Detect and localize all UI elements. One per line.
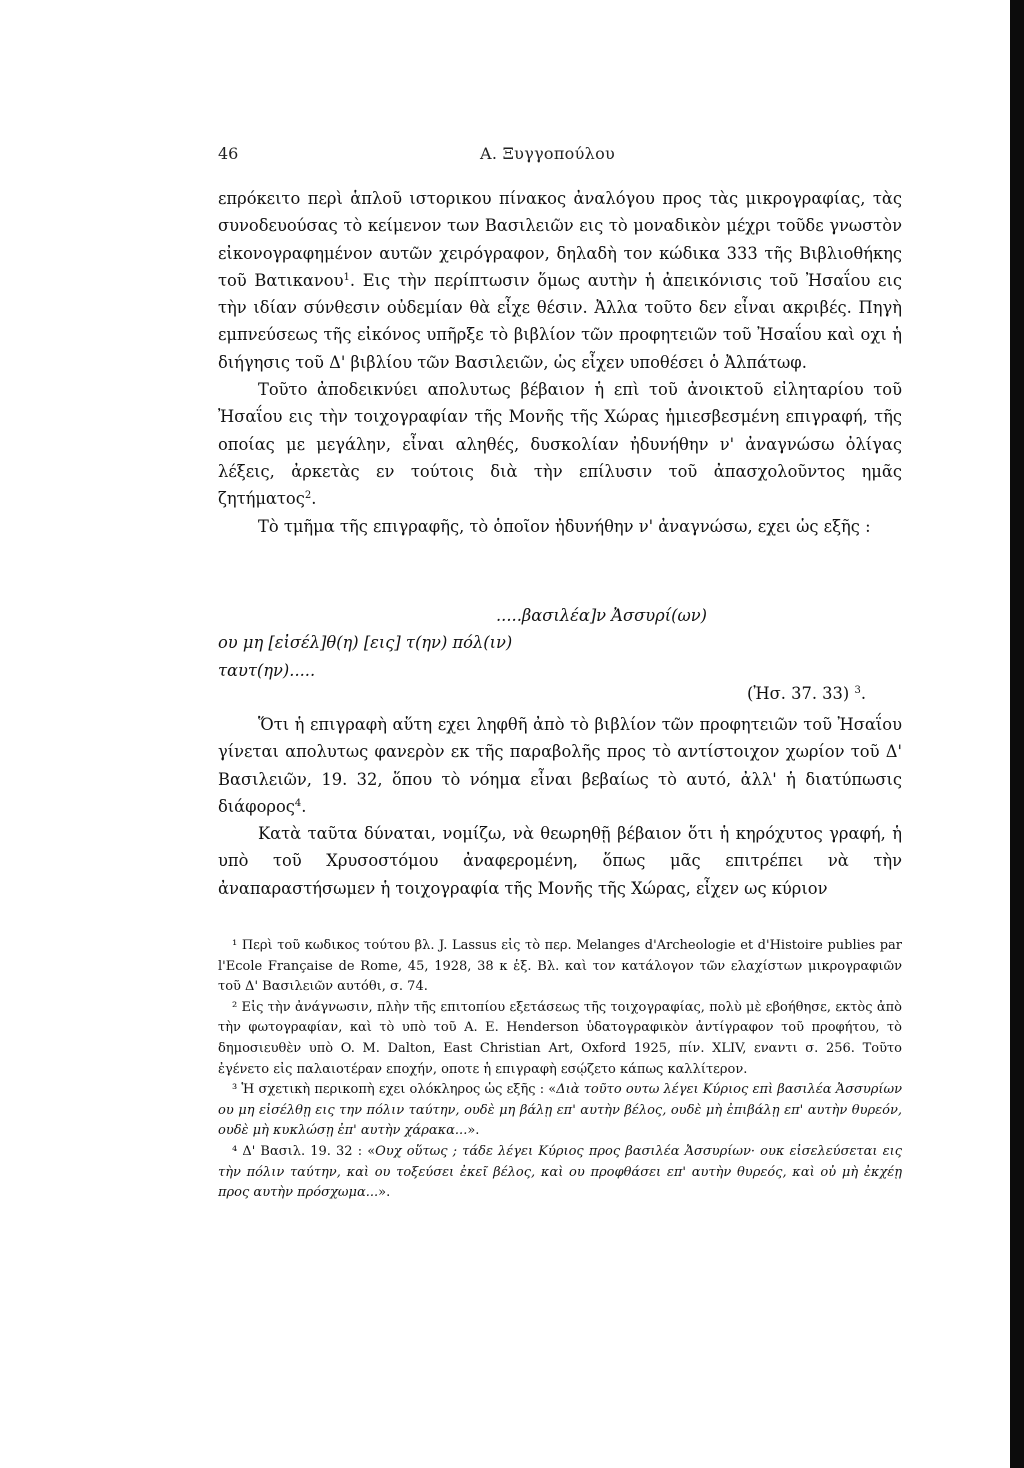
paragraph-text: Ὅτι ἡ επιγραφὴ αὕτη εχει ληφθῆ ἀπὸ τὸ βιβλίον τῶν προφητειῶν τοῦ Ἠσαΐου γίνεται απολυτως φανερὸν εκ τῆς παραβολῆς προς τὸ αντίστοιχον χωρίον τοῦ Δ' Βασιλειῶν, 19. 32, ὅπου τὸ νόημα εἶναι βεβαίως τὸ αυτό, ἀλλ' ἡ διατύπωσις διάφορος [218,715,902,816]
paragraph-1 [218,185,902,376]
footnote-mark: ³ [232,1082,238,1098]
inscription-line: ου μη [εἰσέλ]θ(η) [εις] τ(ην) πόλ(ιν) [218,633,513,653]
running-header [0,144,1024,168]
footnote-3 [218,1080,902,1142]
scripture-reference: (Ἠσ. 37. 33) $^3$. [747,683,866,703]
footnote-2 [218,998,902,1080]
paragraph-text: . Εις τὴν περίπτωσιν ὅμως αυτὴν ἡ ἀπεικόνισις τοῦ Ἠσαΐου εις τὴν ιδίαν σύνθεσιν οὐδεμίαν θὰ εἶχε θέσιν. Ἀλλα τοῦτο δεν εἶναι ακριβές. Πηγὴ εμπνεύσεως τῆς εἰκόνος υπῆρξε τὸ βιβλίον τῶν προφητειῶν τοῦ Ἠσαΐου καὶ οχι ἡ διήγησις τοῦ Δ' βιβλίου τῶν Βασιλειῶν, ὡς εἶχεν υποθέσει ὁ Ἀλπάτωφ. [218,270,902,372]
footnote-ref[interactable]: 2 [304,490,312,502]
reference-text: (Ἠσ. 37. 33) [747,683,850,703]
inscription-line: ταυτ(ην)..... [218,660,316,680]
paragraph-text: Τοῦτο ἀποδεικνύει απολυτως βέβαιον ἡ επὶ τοῦ ἀνοικτοῦ εἰληταρίου τοῦ Ἠσαΐου εις τὴν τοιχογραφίαν τῆς Μονῆς τῆς Χώρας ἡμιεσβεσμένη επιγραφή, τῆς οποίας με μεγάλην, εἶναι αληθές, δυσκολίαν ἠδυνήθην ν' ἀναγνώσω ὀλίγας λέξεις, ἀρκετὰς εν τούτοις διὰ τὴν επίλυσιν τοῦ ἀπασχολοῦντος ημᾶς ζητήματος [218,380,902,509]
footnote-text: Εἰς τὴν ἀνάγνωσιν, πλὴν τῆς επιτοπίου εξετάσεως τῆς τοιχογραφίας, πολὺ μὲ εβοήθησε, εκτὸς ἀπὸ τὴν φωτογραφίαν, καὶ τὸ υπὸ τοῦ A. E. Henderson ὑδατογραφικὸν ἀντίγραφον τοῦ προφήτου, τὸ δημοσιευθὲν υπὸ O. M. Dalton, East Christian Art, Oxford 1925, πίν. XLIV, εναντι σ. 256. Τοῦτο ἐγένετο εἰς παλαιοτέραν εποχήν, οποτε ἡ επιγραφὴ εσῴζετο κάπως καλλίτερον. [218,999,902,1077]
main-text-continued [218,711,902,902]
page-number: 46 [218,144,239,163]
footnote-mark: ² [232,999,238,1015]
footnote-text: Περὶ τοῦ κωδικος τούτου βλ. J. Lassus εἰς τὸ περ. Melanges d'Archeologie et d'Histoire publies par l'Ecole Française de Rome, 45, 1928, 38 κ ἑξ. Βλ. καὶ τον κατάλογον τῶν ελαχίστων μικρογραφιῶν τοῦ Δ' Βασιλειῶν αυτόθι, σ. 74. [218,938,903,995]
footnote-lead: Δ' Βασιλ. 19. 32 : « [242,1143,376,1159]
paragraph-2 [218,376,902,512]
footnote-trail: ». [467,1123,480,1139]
paragraph-3 [218,513,902,540]
footnote-quote: Διὰ τοῦτο ουτω λέγει Κύριος επὶ βασιλέα Ἀσσυρίων ου μη εἰσέλθῃ εις την πόλιν ταύτην, ουδὲ μη βάλῃ επ' αυτὴν βέλος, ουδὲ μὴ ἐπιβάλῃ επ' αυτὴν θυρεόν, ουδὲ μὴ κυκλώσῃ ἐπ' αυτὴν χάρακα... [218,1082,903,1139]
footnote-ref[interactable]: 4 [294,797,302,809]
paragraph-4 [218,711,902,820]
paragraph-text: . [311,489,317,509]
footnotes [218,936,902,1204]
paragraph-text: . [301,796,307,816]
footnote-4 [218,1142,902,1204]
inscription-quote [218,602,902,707]
footnote-ref[interactable]: 3 [854,684,861,696]
footnote-1 [218,936,902,998]
paragraph-text: Κατὰ ταῦτα δύναται, νομίζω, νὰ θεωρηθῇ βέβαιον ὅτι ἡ κηρόχυτος γραφή, ἡ υπὸ τοῦ Χρυσοστόμου ἀναφερομένη, ὅπως μᾶς επιτρέπει νὰ τὴν ἀναπαραστήσωμεν ἡ τοιχογραφία τῆς Μονῆς τῆς Χώρας, εἶχεν ως κύριον [218,824,902,898]
paragraph-text: επρόκειτο περὶ ἁπλοῦ ιστορικου πίνακος ἀναλόγου προς τὰς μικρογραφίας, τὰς συνοδευούσας τὸ κείμενον των Βασιλειῶν εις τὸ μοναδικὸν μέχρι τοῦδε γνωστὸν εἰκονογραφημένον αυτῶν χειρόγραφον, δηλαδὴ τον κώδικα 333 τῆς Βιβλιοθήκης τοῦ Βατικανου [218,189,902,290]
scan-edge-shadow [1010,0,1024,1468]
footnote-mark: ⁴ [232,1143,238,1159]
inscription-line: .....βασιλέα]ν Ἀσσυρί(ων) [496,606,707,625]
footnote-trail: ». [378,1185,391,1201]
paragraph-text: Τὸ τμῆμα τῆς επιγραφῆς, τὸ ὁποῖον ἠδυνήθην ν' ἀναγνώσω, εχει ὡς εξῆς : [258,516,871,536]
paragraph-5 [218,820,902,902]
main-text [218,185,902,540]
running-author: Α. Ξυγγοπούλου [480,144,616,163]
footnote-ref[interactable]: 1 [343,271,350,283]
footnote-quote: Ουχ οὕτως ; τάδε λέγει Κύριος προς βασιλέα Ἀσσυρίων· ουκ εἰσελεύσεται εις τὴν πόλιν ταύτην, καὶ ου τοξεύσει ἐκεῖ βέλος, καὶ ου προφθάσει επ' αυτὴν θυρεός, καὶ οὐ μὴ ἐκχέῃ προς αυτὴν πρόσχωμα... [218,1143,902,1201]
footnote-mark: ¹ [232,938,238,953]
footnote-lead: Ἡ σχετικὴ περικοπὴ εχει ολόκληρος ὡς εξῆς : « [241,1082,557,1098]
